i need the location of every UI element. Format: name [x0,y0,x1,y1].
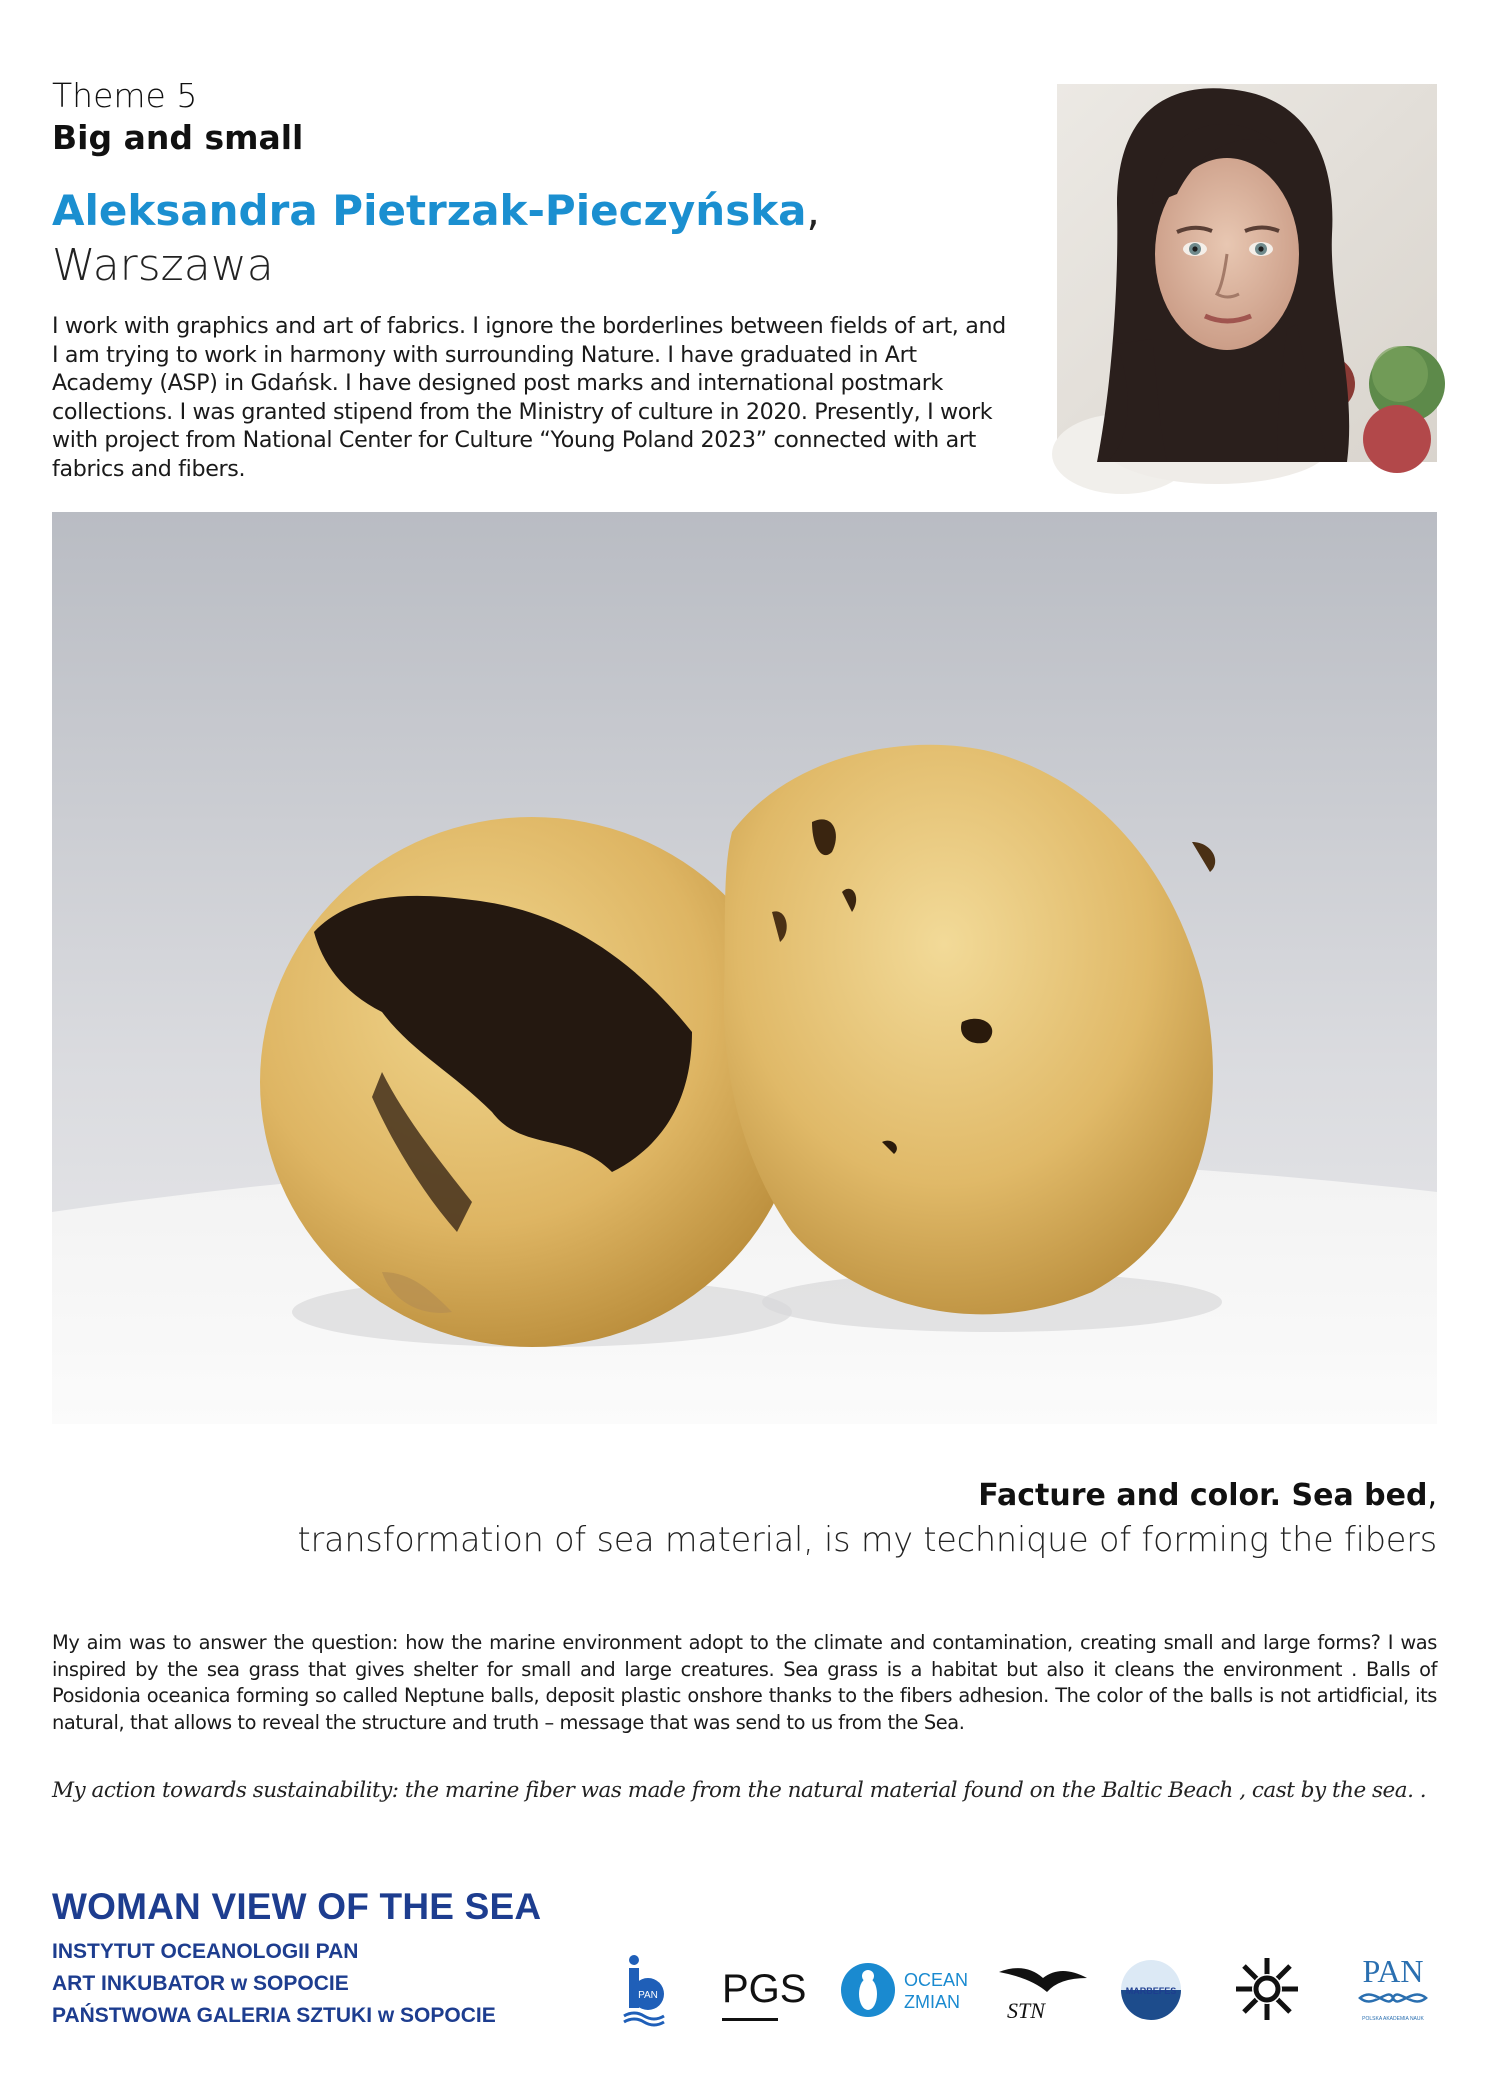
pan-logo-text: PAN [1362,1953,1424,1989]
theme-label: Theme 5 [52,76,198,115]
pan-academy-logo-mark [1350,1952,1437,2026]
iopan-logo-text: PAN [638,1990,658,2001]
artwork-image [52,512,1437,1424]
iopan-logo-mark [622,1952,672,2026]
artwork-title-comma: , [1427,1478,1437,1513]
pgs-logo-text: PGS [722,1967,807,2011]
artist-name [52,186,820,235]
artist-name-comma: , [806,186,820,235]
organizer-3: PAŃSTWOWA GALERIA SZTUKI w SOPOCIE [52,2004,496,2027]
stn-logo [995,1952,1091,2026]
artwork-subtitle: transformation of sea material, is my technique of forming the fibers [297,1520,1437,1559]
ocean-zmian-logo-mark [840,1952,980,2026]
marbefes-logo [1116,1952,1186,2026]
artist-bio: I work with graphics and art of fabrics. I ignore the borderlines between fields of art, and I am trying to work in harmony with surrounding Nature. I have graduated in Art Academy (ASP) in Gdańsk. I have designed post marks and international postmark collections. I was granted stipend from the Ministry of culture in 2020. Presently, I work with project from National Center for Culture “Young Poland 2023” connected with art fabrics and fibers. [52,313,1006,482]
theme-title: Big and small [52,118,304,157]
iopan-logo [622,1952,672,2026]
pgs-logo-mark [720,1952,807,2026]
pgs-logo [720,1952,807,2026]
organizer-1: INSTYTUT OCEANOLOGII PAN [52,1940,359,1963]
sun-logo [1232,1952,1302,2026]
artwork-photo [52,512,1437,1424]
artist-portrait [1057,84,1437,462]
artist-city: Warszawa [52,240,274,291]
exhibition-title: WOMAN VIEW OF THE SEA [52,1886,542,1927]
ocean-zmian-logo [840,1952,980,2026]
sun-logo-mark [1232,1952,1302,2026]
artwork-title [978,1478,1437,1513]
pan-logo-subtext: POLSKA AKADEMIA NAUK [1362,2016,1424,2022]
artist-name-text: Aleksandra Pietrzak-Pieczyńska [52,186,807,235]
sustainability-note: My action towards sustainability: the marine fiber was made from the natural material found on the Baltic Beach , cast by the sea. . [52,1778,1427,1803]
marbefes-logo-mark [1116,1952,1186,2026]
stn-logo-mark [995,1952,1091,2026]
marbefes-logo-text: MARBEFES [1125,1986,1177,1996]
ocean-logo-line2: ZMIAN [904,1992,960,2012]
ocean-logo-line1: OCEAN [904,1970,969,1990]
artwork-title-text: Facture and color. Sea bed [978,1478,1428,1513]
pan-academy-logo [1350,1952,1437,2026]
stn-logo-text: STN [1007,1998,1045,2023]
artwork-description: My aim was to answer the question: how the marine environment adopt to the climate and contamination, creating small and large forms? I was inspired by the sea grass that gives shelter for small and large creatures. Sea grass is a habitat but also it cleans the environment . Balls of Posidonia oceanica forming so called Neptune balls, deposit plastic onshore thanks to the fibers adhesion. The color of the balls is not artidficial, its natural, that allows to reveal the structure and truth – message that was send to us from the Sea. [52,1631,1437,1734]
portrait-image [1057,84,1437,462]
organizer-2: ART INKUBATOR w SOPOCIE [52,1972,349,1995]
